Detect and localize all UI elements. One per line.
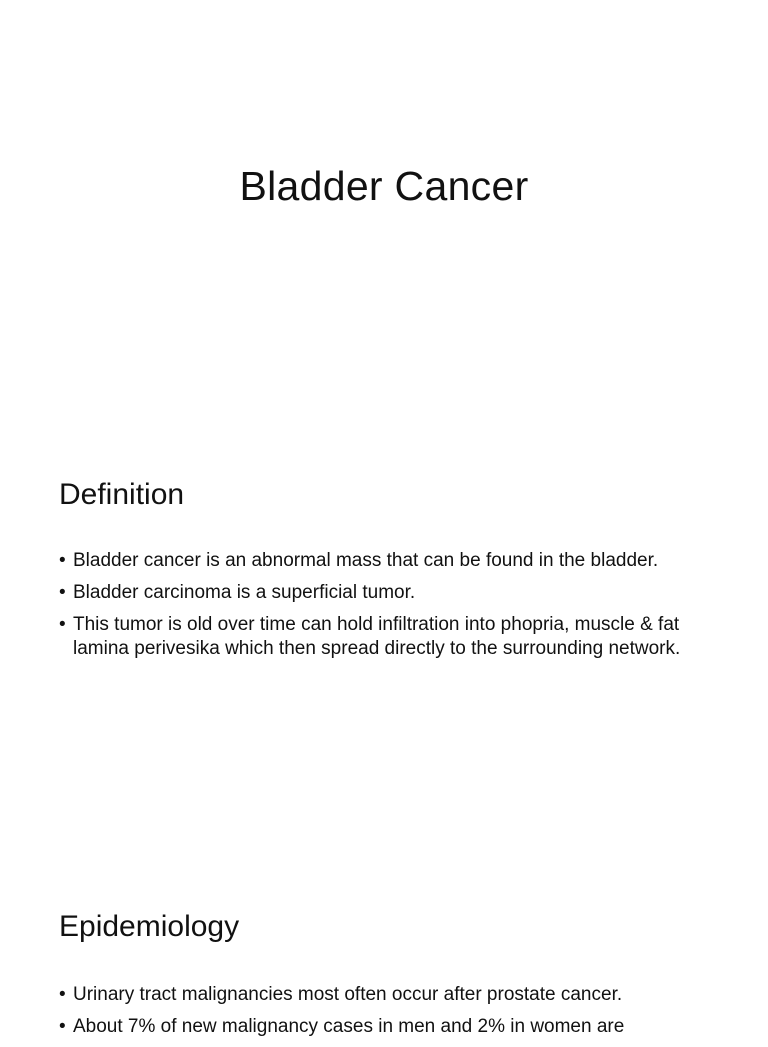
- bullet-item: [59, 983, 709, 1007]
- bullet-text: About 7% of new malignancy cases in men and 2% in women are: [73, 1016, 625, 1037]
- bullet-item: [59, 1015, 709, 1039]
- bullet-icon: •: [59, 614, 66, 635]
- bullet-icon: •: [59, 582, 66, 603]
- bullet-icon: •: [59, 550, 66, 571]
- bullet-text: Bladder carcinoma is a superficial tumor.: [73, 582, 416, 603]
- bullet-icon: •: [59, 984, 66, 1005]
- bullet-item: [59, 613, 709, 661]
- bullet-text: Bladder cancer is an abnormal mass that can be found in the bladder.: [73, 550, 659, 571]
- definition-bullet-list: [59, 549, 709, 669]
- epidemiology-slide: [0, 864, 768, 1037]
- bullet-icon: •: [59, 1016, 66, 1037]
- definition-heading: Definition: [59, 478, 185, 511]
- epidemiology-heading: Epidemiology: [59, 910, 240, 943]
- bullet-item: [59, 581, 709, 605]
- bullet-text: This tumor is old over time can hold infiltration into phopria, muscle & fat lamina perivesika which then spread directly to the surrounding network.: [73, 614, 681, 659]
- presentation-title: Bladder Cancer: [239, 163, 529, 209]
- definition-slide: [0, 432, 768, 864]
- bullet-item: [59, 549, 709, 573]
- bullet-text: Urinary tract malignancies most often occur after prostate cancer.: [73, 984, 623, 1005]
- title-slide: [0, 0, 768, 400]
- epidemiology-bullet-list: [59, 983, 709, 1047]
